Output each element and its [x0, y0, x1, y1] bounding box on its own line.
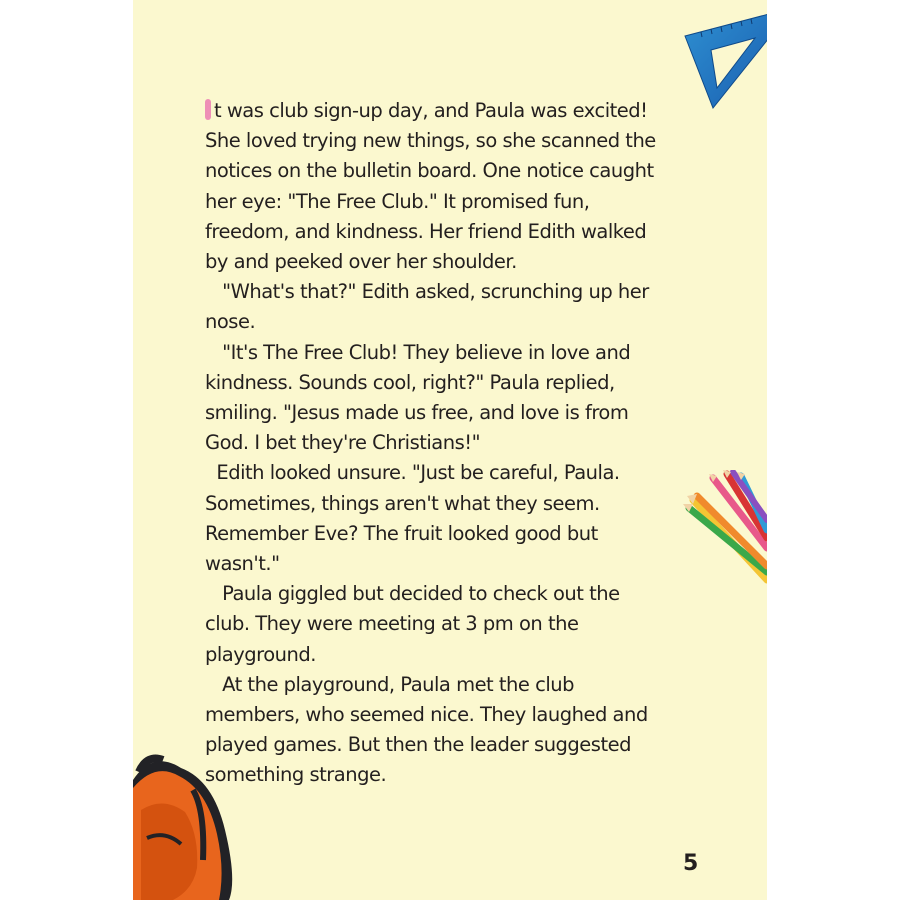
book-page — [133, 0, 767, 900]
story-line: club. They were meeting at 3 pm on the — [205, 612, 579, 636]
story-line: by and peeked over her shoulder. — [205, 250, 517, 274]
story-line: her eye: "The Free Club." It promised fun, — [205, 189, 590, 213]
story-line: God. I bet they're Christians!" — [205, 431, 481, 455]
story-line: At the playground, Paula met the club — [205, 672, 574, 696]
story-line: Remember Eve? The fruit looked good but — [205, 521, 598, 545]
story-text — [205, 96, 765, 791]
story-line: kindness. Sounds cool, right?" Paula replied, — [205, 370, 615, 394]
story-line: something strange. — [205, 763, 387, 787]
story-line: nose. — [205, 310, 256, 334]
story-line: playground. — [205, 642, 316, 666]
story-line: Paula giggled but decided to check out the — [205, 582, 620, 606]
story-line: freedom, and kindness. Her friend Edith walked — [205, 219, 647, 243]
story-line: t was club sign-up day, and Paula was excited! — [205, 96, 765, 126]
story-line: Edith looked unsure. "Just be careful, Paula. — [205, 461, 620, 485]
story-line: She loved trying new things, so she scanned the — [205, 129, 656, 153]
story-line: "It's The Free Club! They believe in love and — [205, 340, 631, 364]
story-line: Sometimes, things aren't what they seem. — [205, 491, 600, 515]
story-line: members, who seemed nice. They laughed and — [205, 703, 648, 727]
dropcap-letter — [205, 99, 211, 120]
story-line: smiling. "Jesus made us free, and love is from — [205, 401, 629, 425]
story-line: "What's that?" Edith asked, scrunching up her — [205, 280, 649, 304]
story-line: wasn't." — [205, 552, 280, 576]
page-number: 5 — [683, 851, 699, 876]
story-line: played games. But then the leader suggested — [205, 733, 631, 757]
story-line: notices on the bulletin board. One notice caught — [205, 159, 654, 183]
